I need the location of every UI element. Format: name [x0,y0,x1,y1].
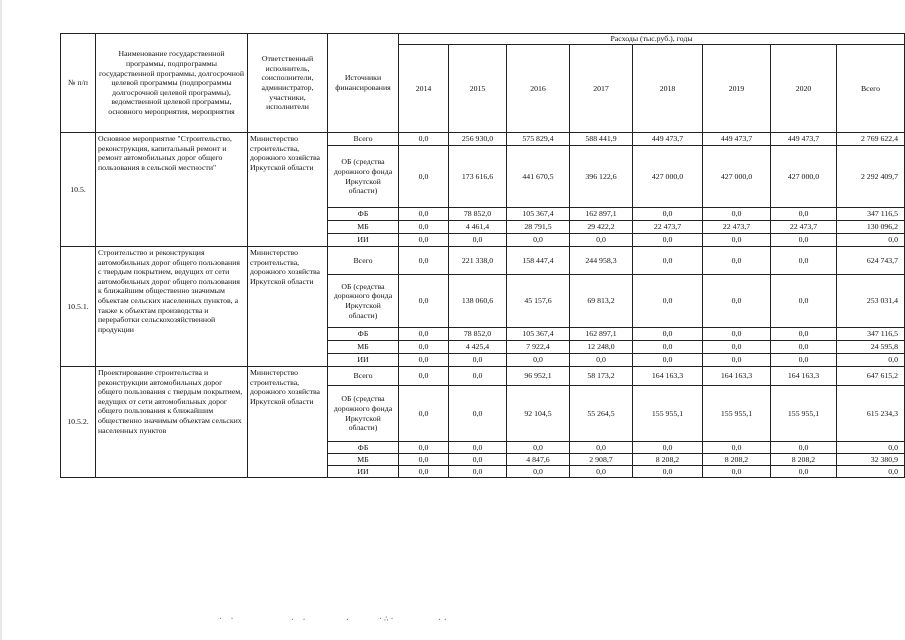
value-cell: 0,0 [703,466,771,478]
header-name: Наименование государственной программы, подпрограммы государственной программы, долгосрочной целевой программы (подпрограммы долгосрочной целевой программы), ведомственной целевой программы, основного мероприятия, мероприятия [96,34,248,133]
value-cell: 105 367,4 [507,208,570,221]
total-cell: 624 743,7 [837,247,905,275]
value-cell: 0,0 [507,234,570,247]
value-cell: 0,0 [633,466,703,478]
section-responsible: Министерство строительства, дорожного хозяйства Иркутской области [248,133,328,247]
total-cell: 130 096,2 [837,221,905,234]
value-cell: 155 955,1 [703,386,771,442]
value-cell: 0,0 [633,234,703,247]
value-cell: 0,0 [633,275,703,328]
value-cell: 0,0 [633,442,703,454]
value-cell: 0,0 [399,442,449,454]
value-cell: 0,0 [633,208,703,221]
source-cell: МБ [328,454,399,466]
value-cell: 0,0 [703,328,771,341]
header-year: 2016 [507,45,570,133]
total-cell: 347 116,5 [837,208,905,221]
value-cell: 427 000,0 [633,146,703,208]
value-cell: 173 616,6 [449,146,507,208]
value-cell: 396 122,6 [570,146,633,208]
table-row [61,133,905,146]
value-cell: 8 208,2 [633,454,703,466]
value-cell: 0,0 [399,208,449,221]
value-cell: 0,0 [507,354,570,367]
total-cell: 0,0 [837,234,905,247]
value-cell: 0,0 [633,328,703,341]
value-cell: 4 461,4 [449,221,507,234]
value-cell: 0,0 [771,275,837,328]
value-cell: 0,0 [399,234,449,247]
source-cell: ФБ [328,208,399,221]
value-cell: 2 908,7 [570,454,633,466]
value-cell: 0,0 [703,442,771,454]
value-cell: 588 441,9 [570,133,633,146]
value-cell: 0,0 [399,328,449,341]
value-cell: 4 425,4 [449,341,507,354]
value-cell: 0,0 [771,208,837,221]
table-row [61,247,905,275]
value-cell: 0,0 [771,247,837,275]
value-cell: 0,0 [703,275,771,328]
value-cell: 162 897,1 [570,328,633,341]
value-cell: 449 473,7 [703,133,771,146]
total-cell: 32 380,9 [837,454,905,466]
value-cell: 22 473,7 [703,221,771,234]
header-year: 2019 [703,45,771,133]
header-responsible: Ответственный исполнитель, соисполнители, администратор, участники, исполнители [248,34,328,133]
value-cell: 0,0 [449,354,507,367]
value-cell: 0,0 [449,454,507,466]
table-row [61,367,905,386]
value-cell: 158 447,4 [507,247,570,275]
header-expenses: Расходы (тыс.руб.), годы [399,34,905,45]
total-cell: 0,0 [837,442,905,454]
section-name: Проектирование строительства и реконструкции автомобильных дорог общего пользования с твердым покрытием, ведущих от сети автомобильных дорог общего пользования к ближайшим общественно значимым объектам сельских населенных пунктов [96,367,248,478]
total-cell: 347 116,5 [837,328,905,341]
value-cell: 8 208,2 [771,454,837,466]
value-cell: 12 248,0 [570,341,633,354]
value-cell: 28 791,5 [507,221,570,234]
header-total: Всего [837,45,905,133]
header-year: 2014 [399,45,449,133]
value-cell: 0,0 [703,234,771,247]
source-cell: Всего [328,133,399,146]
value-cell: 22 473,7 [633,221,703,234]
value-cell: 69 813,2 [570,275,633,328]
value-cell: 138 060,6 [449,275,507,328]
value-cell: 0,0 [399,454,449,466]
header-year: 2017 [570,45,633,133]
value-cell: 0,0 [703,247,771,275]
total-cell: 2 292 409,7 [837,146,905,208]
section-num: 10.5. [61,133,96,247]
source-cell: ИИ [328,354,399,367]
total-cell: 2 769 622,4 [837,133,905,146]
value-cell: 0,0 [507,466,570,478]
section-name: Основное мероприятие "Строительство, реконструкция, капитальный ремонт и ремонт автомобильных дорог общего пользования в сельской местности" [96,133,248,247]
total-cell: 0,0 [837,354,905,367]
source-cell: ФБ [328,328,399,341]
value-cell: 78 852,0 [449,208,507,221]
value-cell: 0,0 [399,146,449,208]
scan-artifact: ·∴· [378,614,396,623]
value-cell: 8 208,2 [703,454,771,466]
value-cell: 55 264,5 [570,386,633,442]
value-cell: 164 163,3 [633,367,703,386]
value-cell: 441 670,5 [507,146,570,208]
value-cell: 155 955,1 [771,386,837,442]
value-cell: 0,0 [771,442,837,454]
value-cell: 0,0 [570,466,633,478]
value-cell: 449 473,7 [633,133,703,146]
value-cell: 427 000,0 [703,146,771,208]
source-cell: ОБ (средства дорожного фонда Иркутской области) [328,386,399,442]
value-cell: 0,0 [507,442,570,454]
value-cell: 0,0 [399,133,449,146]
source-cell: МБ [328,341,399,354]
source-cell: ОБ (средства дорожного фонда Иркутской области) [328,275,399,328]
table-header [61,34,905,133]
value-cell: 155 955,1 [633,386,703,442]
section-responsible: Министерство строительства, дорожного хозяйства Иркутской области [248,367,328,478]
section-responsible: Министерство строительства, дорожного хозяйства Иркутской области [248,247,328,367]
value-cell: 22 473,7 [771,221,837,234]
source-cell: ОБ (средства дорожного фонда Иркутской области) [328,146,399,208]
value-cell: 0,0 [399,221,449,234]
value-cell: 0,0 [703,354,771,367]
value-cell: 58 173,2 [570,367,633,386]
value-cell: 0,0 [570,234,633,247]
header-year: 2020 [771,45,837,133]
section-10-5 [61,133,905,247]
total-cell: 647 615,2 [837,367,905,386]
value-cell: 0,0 [633,341,703,354]
source-cell: ФБ [328,442,399,454]
source-cell: Всего [328,367,399,386]
value-cell: 0,0 [570,354,633,367]
value-cell: 78 852,0 [449,328,507,341]
value-cell: 0,0 [399,247,449,275]
value-cell: 0,0 [570,442,633,454]
value-cell: 0,0 [771,328,837,341]
total-cell: 615 234,3 [837,386,905,442]
header-year: 2015 [449,45,507,133]
value-cell: 0,0 [399,341,449,354]
value-cell: 0,0 [633,247,703,275]
value-cell: 45 157,6 [507,275,570,328]
value-cell: 0,0 [771,341,837,354]
total-cell: 253 031,4 [837,275,905,328]
value-cell: 96 952,1 [507,367,570,386]
header-num: № п/п [61,34,96,133]
total-cell: 0,0 [837,466,905,478]
value-cell: 4 847,6 [507,454,570,466]
scan-artifact: · [345,615,351,624]
value-cell: 29 422,2 [570,221,633,234]
value-cell: 0,0 [771,466,837,478]
page-edge [0,0,2,640]
value-cell: 105 367,4 [507,328,570,341]
source-cell: МБ [328,221,399,234]
value-cell: 0,0 [771,354,837,367]
section-num: 10.5.2. [61,367,96,478]
source-cell: ИИ [328,466,399,478]
value-cell: 256 930,0 [449,133,507,146]
value-cell: 449 473,7 [771,133,837,146]
section-10-5-2 [61,367,905,478]
value-cell: 575 829,4 [507,133,570,146]
scan-artifact: · · [290,615,308,624]
value-cell: 164 163,3 [771,367,837,386]
value-cell: 0,0 [449,386,507,442]
value-cell: 244 958,3 [570,247,633,275]
value-cell: 0,0 [703,208,771,221]
source-cell: ИИ [328,234,399,247]
value-cell: 0,0 [399,367,449,386]
value-cell: 7 922,4 [507,341,570,354]
value-cell: 427 000,0 [771,146,837,208]
value-cell: 162 897,1 [570,208,633,221]
section-num: 10.5.1. [61,247,96,367]
value-cell: 0,0 [449,466,507,478]
section-name: Строительство и реконструкция автомобильных дорог общего пользования с твердым покрытием, ведущих от сети автомобильных дорог общего пользования к ближайшим общественно значимым объектам сельских населенных пунктов, а также к объектам производства и переработки сельскохозяйственной продукции [96,247,248,367]
value-cell: 0,0 [771,234,837,247]
value-cell: 0,0 [633,354,703,367]
value-cell: 0,0 [703,341,771,354]
value-cell: 0,0 [449,442,507,454]
header-source: Источники финансирования [328,34,399,133]
value-cell: 0,0 [449,234,507,247]
value-cell: 0,0 [399,466,449,478]
header-year: 2018 [633,45,703,133]
value-cell: 0,0 [399,386,449,442]
value-cell: 221 338,0 [449,247,507,275]
value-cell: 164 163,3 [703,367,771,386]
value-cell: 0,0 [449,367,507,386]
scan-artifact: · · [218,614,236,623]
expenses-table [60,33,905,478]
value-cell: 92 104,5 [507,386,570,442]
source-cell: Всего [328,247,399,275]
section-10-5-1 [61,247,905,367]
scan-artifact: ·· [437,615,449,624]
total-cell: 24 595,8 [837,341,905,354]
value-cell: 0,0 [399,275,449,328]
value-cell: 0,0 [399,354,449,367]
